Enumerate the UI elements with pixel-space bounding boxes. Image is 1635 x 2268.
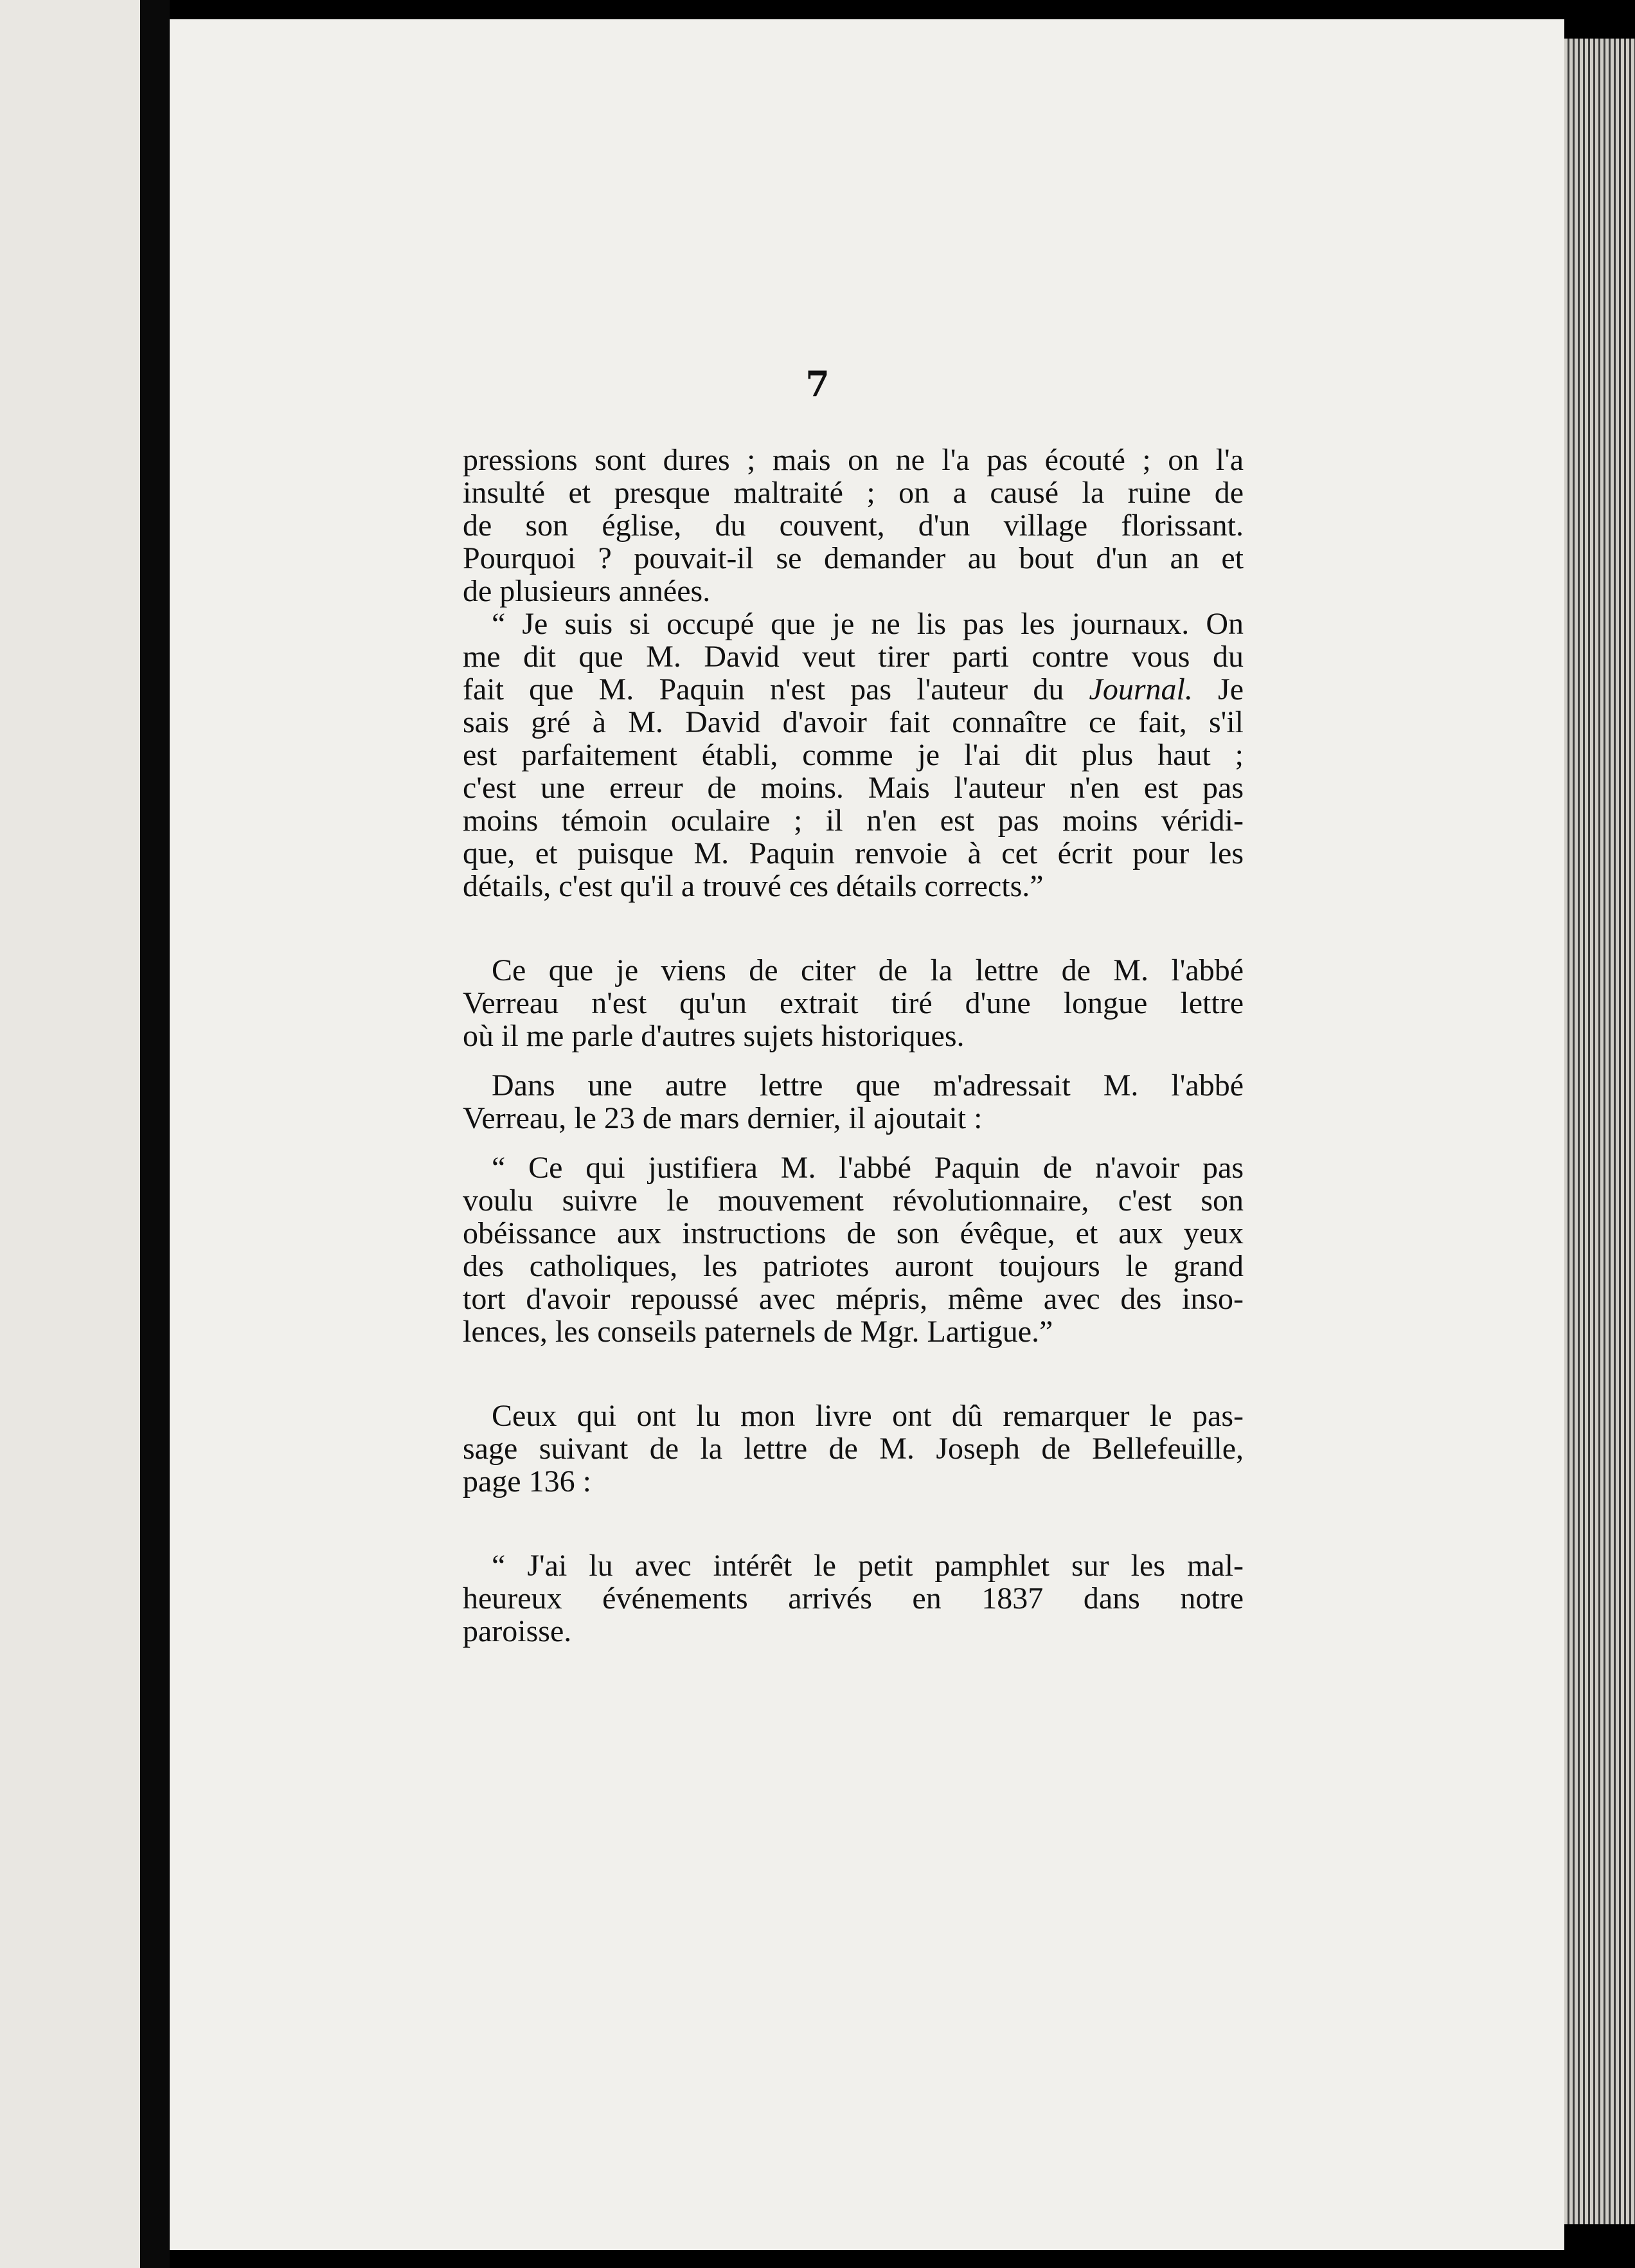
paragraph-7-quote: [463, 1549, 1244, 1648]
text-line: détails, c'est qu'il a trouvé ces détails corrects.”: [463, 869, 1044, 903]
text-line: pressions sont dures ; mais on ne l'a pas écouté ; on l'a: [463, 443, 1244, 477]
text-line: Ceux qui ont lu mon livre ont dû remarquer le pas-: [492, 1399, 1244, 1433]
body-text: [463, 444, 1244, 1648]
text-line: “ J'ai lu avec intérêt le petit pamphlet sur les mal-: [492, 1549, 1244, 1583]
text-line: heureux événements arrivés en 1837 dans notre: [463, 1581, 1244, 1616]
text-line: de plusieurs années.: [463, 574, 711, 608]
left-page-edge: [0, 0, 140, 2268]
text-line: que, et puisque M. Paquin renvoie à cet écrit pour les: [463, 836, 1244, 870]
text-line: voulu suivre le mouvement révolutionnaire, c'est son: [463, 1184, 1244, 1218]
text-line: où il me parle d'autres sujets historiques.: [463, 1019, 965, 1053]
text-line: Pourquoi ? pouvait-il se demander au bout d'un an et: [463, 541, 1244, 575]
text-line: Verreau, le 23 de mars dernier, il ajoutait :: [463, 1101, 983, 1135]
text-line: Verreau n'est qu'un extrait tiré d'une longue lettre: [463, 986, 1244, 1020]
text-line: de son église, du couvent, d'un village florissant.: [463, 509, 1244, 543]
text-line: “ Ce qui justifiera M. l'abbé Paquin de n'avoir pas: [492, 1151, 1244, 1185]
text-segment: fait que M. Paquin n'est pas l'auteur du: [463, 672, 1064, 706]
text-line: lences, les conseils paternels de Mgr. Lartigue.”: [463, 1315, 1053, 1349]
text-line: page 136 :: [463, 1464, 591, 1498]
paragraph-3: [463, 954, 1244, 1052]
text-line: Ce que je viens de citer de la lettre de M. l'abbé: [492, 953, 1244, 987]
paragraph-6: [463, 1400, 1244, 1498]
text-line: obéissance aux instructions de son évêque, et aux yeux: [463, 1216, 1244, 1250]
text-line: moins témoin oculaire ; il n'en est pas moins véridi-: [463, 804, 1244, 838]
text-line-with-italic: [463, 673, 1244, 706]
text-line: insulté et presque maltraité ; on a causé la ruine de: [463, 476, 1244, 510]
text-line: tort d'avoir repoussé avec mépris, même avec des inso-: [463, 1282, 1244, 1316]
text-line: sais gré à M. David d'avoir fait connaître ce fait, s'il: [463, 705, 1244, 739]
text-line: sage suivant de la lettre de M. Joseph de Bellefeuille,: [463, 1432, 1244, 1466]
text-line: des catholiques, les patriotes auront toujours le grand: [463, 1249, 1244, 1283]
text-line: c'est une erreur de moins. Mais l'auteur n'en est pas: [463, 771, 1244, 805]
paragraph-5-quote: [463, 1151, 1244, 1348]
text-line: paroisse.: [463, 1614, 572, 1648]
text-line: Dans une autre lettre que m'adressait M. l'abbé: [492, 1068, 1244, 1102]
paragraph-2-quote: [463, 608, 1244, 903]
paragraph-4: [463, 1069, 1244, 1135]
text-line: est parfaitement établi, comme je l'ai dit plus haut ;: [463, 738, 1244, 772]
text-line: me dit que M. David veut tirer parti contre vous du: [463, 640, 1244, 674]
text-line: “ Je suis si occupé que je ne lis pas les journaux. On: [492, 607, 1244, 641]
paragraph-1: [463, 444, 1244, 608]
book-gutter: [140, 0, 170, 2268]
italic-journal: Journal.: [1089, 672, 1193, 706]
text-segment: Je: [1218, 672, 1244, 706]
page-number: 7: [805, 363, 830, 404]
